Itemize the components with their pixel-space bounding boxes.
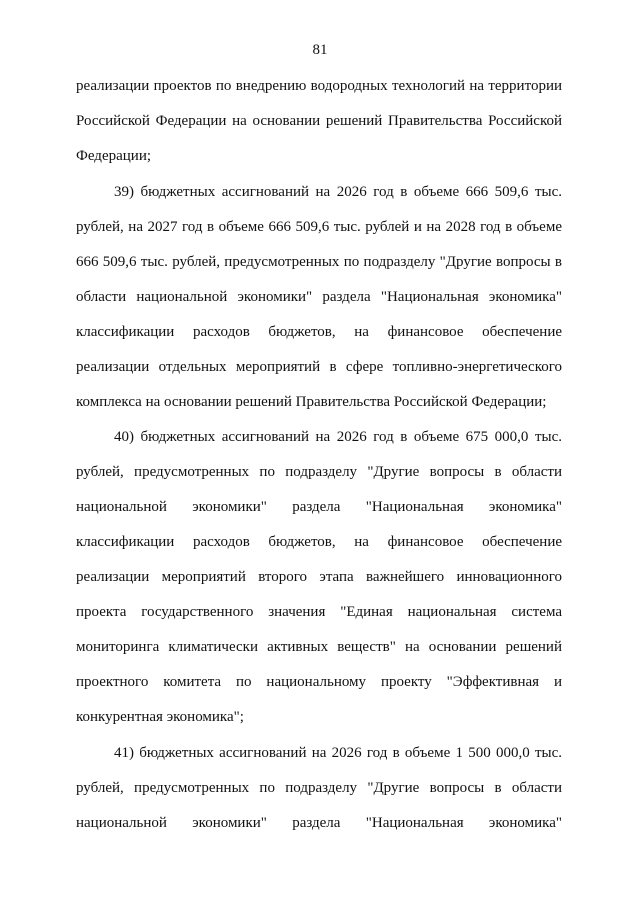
text-line: 666 509,6 тыс. рублей, предусмотренных по подразделу "Другие вопросы в <box>76 254 562 270</box>
text-line: рублей, предусмотренных по подразделу "Другие вопросы в области <box>76 780 562 796</box>
text-line: Российской Федерации на основании решений Правительства Российской <box>76 113 562 129</box>
paragraph-start-39: 39) бюджетных ассигнований на 2026 год в объеме 666 509,6 тыс. <box>114 184 562 200</box>
text-line: проекта государственного значения "Единая национальная система <box>76 604 562 620</box>
text-line: национальной экономики" раздела "Национальная экономика" <box>76 815 562 831</box>
paragraph-start-41: 41) бюджетных ассигнований на 2026 год в объеме 1 500 000,0 тыс. <box>114 745 562 761</box>
text-line: мониторинга климатически активных веществ" на основании решений <box>76 639 562 655</box>
text-line: области национальной экономики" раздела "Национальная экономика" <box>76 289 562 305</box>
page-number: 81 <box>312 42 328 58</box>
text-line: реализации мероприятий второго этапа важнейшего инновационного <box>76 569 562 585</box>
text-line: реализации отдельных мероприятий в сфере топливно-энергетического <box>76 359 562 375</box>
paragraph-start-40: 40) бюджетных ассигнований на 2026 год в объеме 675 000,0 тыс. <box>114 429 562 445</box>
text-line: рублей, предусмотренных по подразделу "Другие вопросы в области <box>76 464 562 480</box>
text-line: классификации расходов бюджетов, на финансовое обеспечение <box>76 534 562 550</box>
text-line: Федерации; <box>76 148 152 164</box>
text-line: национальной экономики" раздела "Национальная экономика" <box>76 499 562 515</box>
text-line: реализации проектов по внедрению водородных технологий на территории <box>76 78 562 94</box>
text-line: классификации расходов бюджетов, на финансовое обеспечение <box>76 324 562 340</box>
text-line: проектного комитета по национальному проекту "Эффективная и <box>76 674 562 690</box>
text-line: рублей, на 2027 год в объеме 666 509,6 тыс. рублей и на 2028 год в объеме <box>76 219 562 235</box>
text-line: комплекса на основании решений Правительства Российской Федерации; <box>76 394 547 410</box>
text-line: конкурентная экономика"; <box>76 709 244 725</box>
